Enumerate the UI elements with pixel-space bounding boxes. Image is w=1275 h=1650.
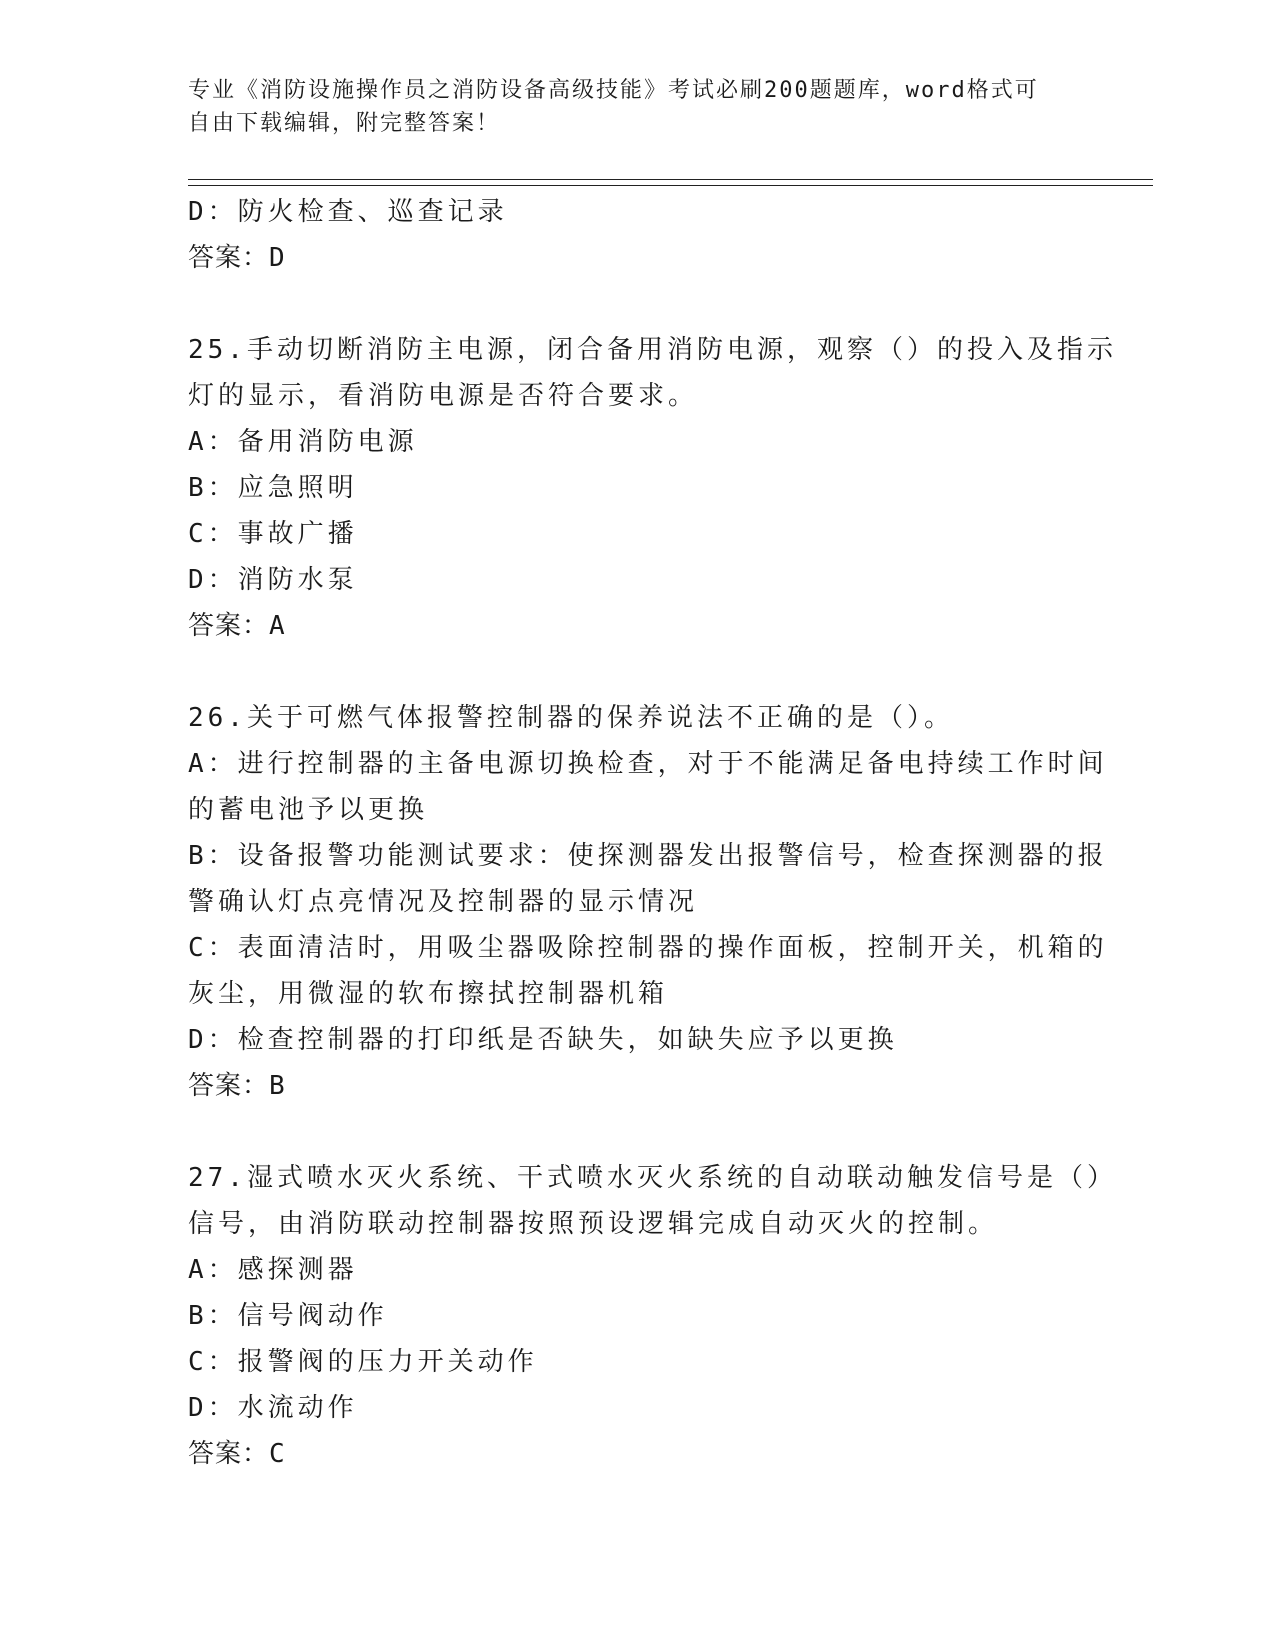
option-a: A：备用消防电源	[188, 427, 418, 457]
option-c: C：事故广播	[188, 519, 358, 549]
option-a-continued: 的蓄电池予以更换	[188, 795, 429, 825]
question-text: 灯的显示，看消防电源是否符合要求。	[188, 381, 699, 411]
question-text: 信号，由消防联动控制器按照预设逻辑完成自动灭火的控制。	[188, 1209, 999, 1239]
option-d: D：防火检查、巡查记录	[188, 197, 508, 227]
document-body	[188, 189, 1117, 1477]
option-b: B：应急照明	[188, 473, 358, 503]
question-text: 27.湿式喷水灭火系统、干式喷水灭火系统的自动联动触发信号是（）	[188, 1163, 1117, 1193]
option-b: B：设备报警功能测试要求：使探测器发出报警信号，检查探测器的报	[188, 841, 1108, 871]
option-b: B：信号阀动作	[188, 1301, 388, 1331]
question-26	[188, 695, 1108, 1109]
option-d: D：消防水泵	[188, 565, 358, 595]
option-c-continued: 灰尘，用微湿的软布擦拭控制器机箱	[188, 979, 669, 1009]
question-text: 25.手动切断消防主电源，闭合备用消防电源，观察（）的投入及指示	[188, 335, 1117, 365]
option-b-continued: 警确认灯点亮情况及控制器的显示情况	[188, 887, 699, 917]
answer-value: C	[269, 1439, 286, 1469]
answer-value: A	[269, 611, 286, 641]
option-d: D：检查控制器的打印纸是否缺失，如缺失应予以更换	[188, 1025, 898, 1055]
option-c: C：表面清洁时，用吸尘器吸除控制器的操作面板，控制开关，机箱的	[188, 933, 1108, 963]
spacer	[188, 281, 1088, 327]
answer-label: 答案：	[188, 1071, 270, 1101]
answer-line	[188, 603, 1088, 649]
answer-line	[188, 1431, 1088, 1477]
question-27	[188, 1155, 1117, 1477]
header-divider-top	[188, 179, 1153, 180]
question-text: 26.关于可燃气体报警控制器的保养说法不正确的是（）。	[188, 703, 954, 733]
option-c: C：报警阀的压力开关动作	[188, 1347, 538, 1377]
answer-value: D	[269, 243, 286, 273]
answer-value: B	[269, 1071, 286, 1101]
answer-label: 答案：	[188, 243, 270, 273]
header-line-1: 专业《消防设施操作员之消防设备高级技能》考试必刷200题题库，word格式可	[188, 78, 1039, 103]
answer-line	[188, 1063, 1088, 1109]
answer-label: 答案：	[188, 1439, 270, 1469]
header-line-2: 自由下载编辑，附完整答案！	[188, 111, 501, 136]
option-a: A：进行控制器的主备电源切换检查，对于不能满足备电持续工作时间	[188, 749, 1108, 779]
header-divider-bottom	[188, 185, 1153, 186]
option-a: A：感探测器	[188, 1255, 358, 1285]
spacer	[188, 1109, 1088, 1155]
spacer	[188, 649, 1088, 695]
document-header	[188, 74, 1068, 140]
answer-line	[188, 235, 1088, 281]
option-d: D：水流动作	[188, 1393, 358, 1423]
answer-label: 答案：	[188, 611, 270, 641]
question-25	[188, 327, 1117, 649]
